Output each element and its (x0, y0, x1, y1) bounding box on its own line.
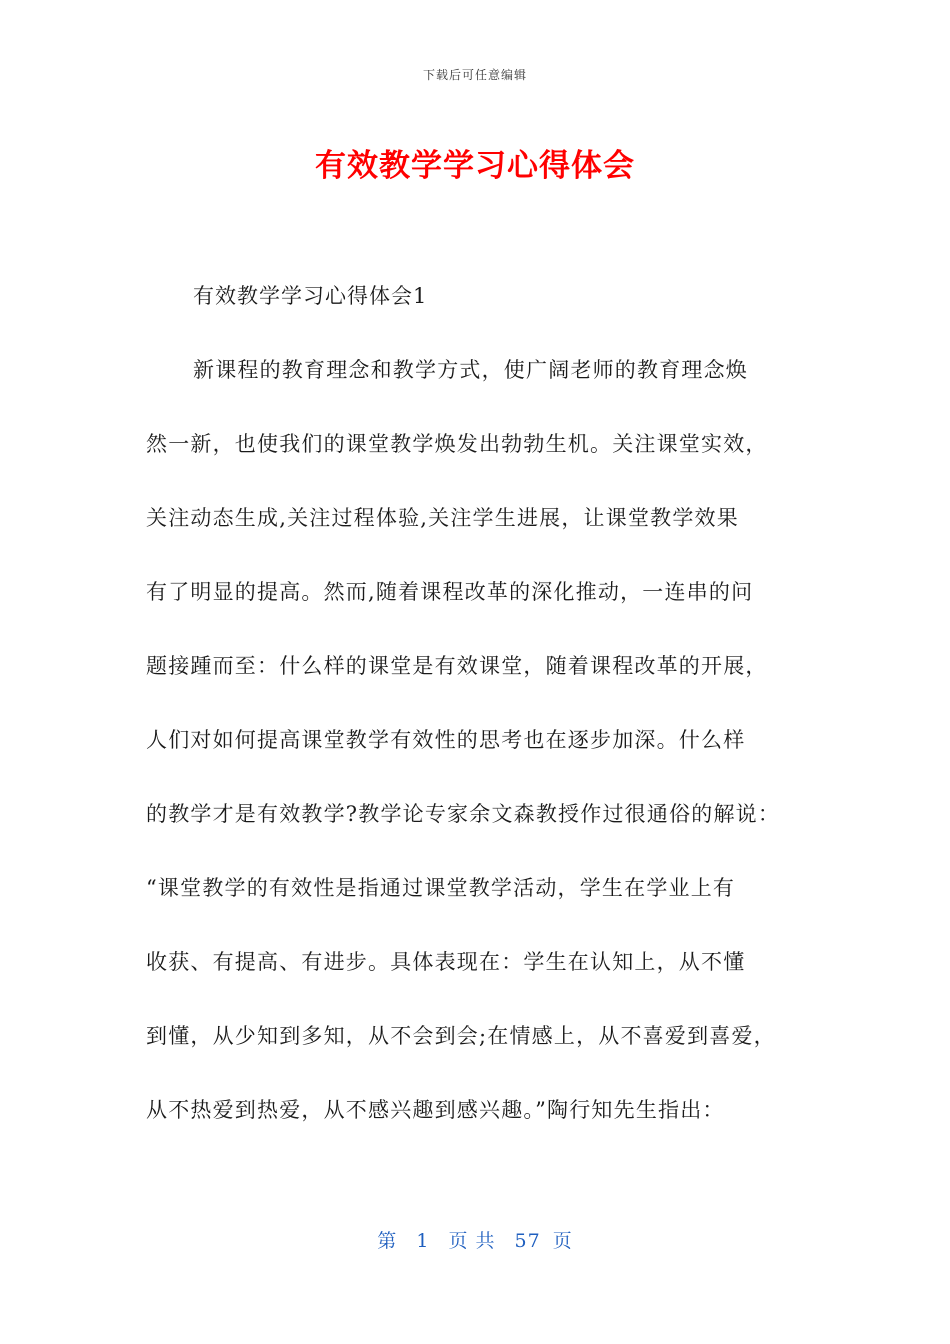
paragraph-line: 新课程的教育理念和教学方式，使广阔老师的教育理念焕 (193, 358, 748, 382)
document-title: 有效教学学习心得体会 (315, 148, 635, 184)
current-page-number: 1 (416, 1230, 430, 1252)
page-footer (0, 1226, 950, 1253)
paragraph-line: 人们对如何提高课堂教学有效性的思考也在逐步加深。什么样 (146, 728, 746, 752)
paragraph-line: 到懂，从少知到多知，从不会到会;在情感上，从不喜爱到喜爱， (146, 1024, 776, 1048)
paragraph-line: 然一新，也使我们的课堂教学焕发出勃勃生机。关注课堂实效， (146, 432, 768, 456)
footer-suffix: 页 (552, 1230, 573, 1252)
paragraph-line: 有了明显的提高。然而,随着课程改革的深化推动，一连串的问 (146, 580, 754, 604)
section-heading: 有效教学学习心得体会1 (193, 284, 428, 308)
paragraph-line: 收获、有提高、有进步。具体表现在：学生在认知上，从不懂 (146, 950, 746, 974)
paragraph-line: “课堂教学的有效性是指通过课堂教学活动，学生在学业上有 (146, 876, 736, 900)
footer-prefix: 第 (377, 1230, 398, 1252)
header-note: 下载后可任意编辑 (422, 68, 527, 82)
footer-middle: 页 共 (448, 1230, 496, 1252)
paragraph-line: 题接踵而至：什么样的课堂是有效课堂，随着课程改革的开展， (146, 654, 768, 678)
paragraph-line: 从不热爱到热爱，从不感兴趣到感兴趣。”陶行知先生指出： (146, 1098, 725, 1122)
total-pages: 57 (514, 1230, 541, 1252)
paragraph-line: 关注动态生成,关注过程体验,关注学生进展，让课堂教学效果 (146, 506, 739, 530)
paragraph-line: 的教学才是有效教学?教学论专家余文森教授作过很通俗的解说： (146, 802, 781, 826)
